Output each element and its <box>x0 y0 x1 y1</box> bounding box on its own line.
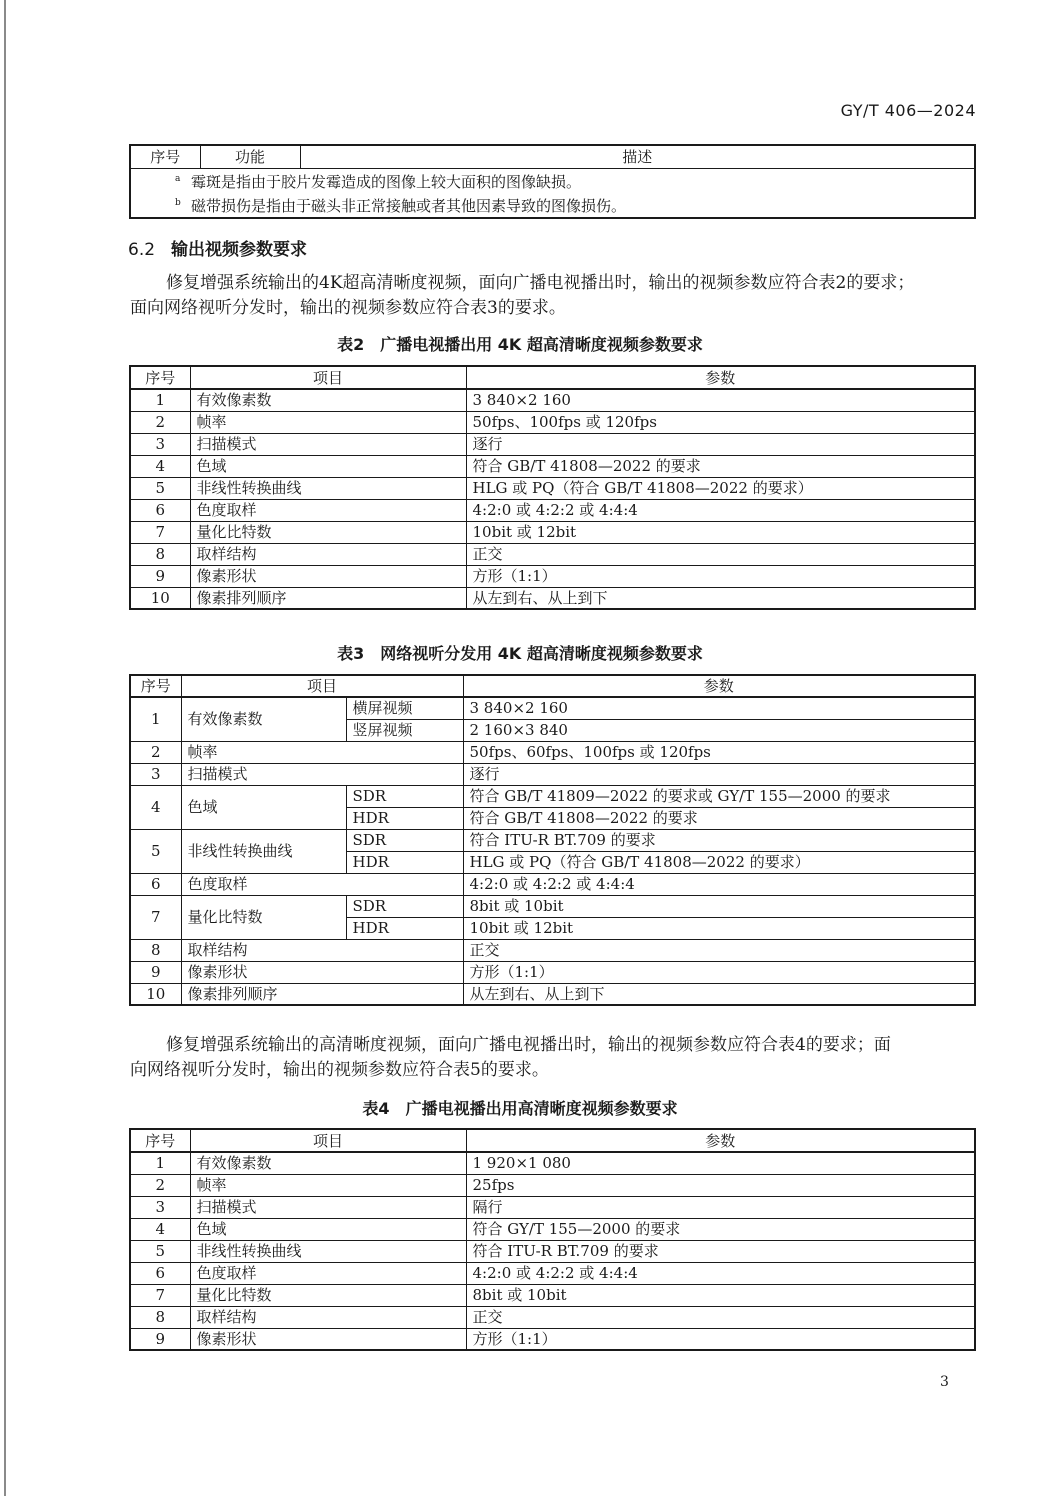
section-number: 6.2 <box>128 240 156 260</box>
sub-item-cell: HDR <box>346 917 463 939</box>
table-row <box>130 763 975 785</box>
value-cell: 符合 GY/T 155—2000 的要求 <box>466 1218 975 1240</box>
table2 <box>129 365 976 610</box>
table-row <box>130 499 975 521</box>
table-row <box>130 1152 975 1174</box>
value-cell: 50fps、100fps 或 120fps <box>466 411 975 433</box>
paragraph-line: 修复增强系统输出的高清晰度视频，面向广播电视播出时，输出的视频参数应符合表4的要求；面 <box>166 1035 891 1055</box>
value-cell: 符合 ITU-R BT.709 的要求 <box>463 829 975 851</box>
table-row <box>130 1240 975 1262</box>
value-cell: 从左到右、从上到下 <box>466 587 975 609</box>
footnote-a: a 霉斑是指由于胶片发霉造成的图像上较大面积的图像缺损。 <box>175 172 582 191</box>
header-cell: 项目 <box>190 366 466 389</box>
value-cell: 符合 GB/T 41809—2022 的要求或 GY/T 155—2000 的要求 <box>463 785 975 807</box>
item-cell: 像素形状 <box>190 1328 466 1350</box>
row-number: 7 <box>130 521 190 543</box>
row-number: 9 <box>130 565 190 587</box>
item-cell: 非线性转换曲线 <box>190 477 466 499</box>
paragraph-1 <box>130 271 978 321</box>
row-number: 8 <box>130 1306 190 1328</box>
sub-item-cell: HDR <box>346 851 463 873</box>
row-number: 3 <box>130 1196 190 1218</box>
row-number: 9 <box>130 961 181 983</box>
page-number: 3 <box>940 1374 949 1390</box>
sub-item-cell: SDR <box>346 785 463 807</box>
value-cell: 正交 <box>466 1306 975 1328</box>
value-cell: 10bit 或 12bit <box>463 917 975 939</box>
table-header-row <box>130 366 975 389</box>
row-number: 7 <box>130 895 181 939</box>
sub-item-cell: SDR <box>346 895 463 917</box>
value-cell: 10bit 或 12bit <box>466 521 975 543</box>
header-cell: 功能 <box>200 145 300 168</box>
item-cell: 色度取样 <box>190 499 466 521</box>
value-cell: 4:2:0 或 4:2:2 或 4:4:4 <box>466 1262 975 1284</box>
row-number: 2 <box>130 741 181 763</box>
table-header-row <box>130 675 975 697</box>
row-number: 6 <box>130 873 181 895</box>
item-cell: 色域 <box>181 785 346 829</box>
header-cell: 序号 <box>130 1129 190 1152</box>
row-number: 1 <box>130 389 190 411</box>
row-number: 5 <box>130 829 181 873</box>
item-cell: 帧率 <box>190 411 466 433</box>
item-cell: 非线性转换曲线 <box>190 1240 466 1262</box>
table2-caption: 表2 广播电视播出用 4K 超高清晰度视频参数要求 <box>337 335 703 354</box>
row-number: 1 <box>130 1152 190 1174</box>
header-cell: 项目 <box>181 675 463 697</box>
row-number: 4 <box>130 455 190 477</box>
row-number: 6 <box>130 499 190 521</box>
header-cell: 序号 <box>130 366 190 389</box>
section-title: 输出视频参数要求 <box>171 240 308 260</box>
table1-continued <box>129 144 976 219</box>
table3 <box>129 674 976 1006</box>
header-cell: 参数 <box>466 1129 975 1152</box>
value-cell: HLG 或 PQ（符合 GB/T 41808—2022 的要求） <box>463 851 975 873</box>
value-cell: 从左到右、从上到下 <box>463 983 975 1005</box>
value-cell: 逐行 <box>466 433 975 455</box>
value-cell: 方形（1:1） <box>463 961 975 983</box>
table-row <box>130 741 975 763</box>
row-number: 2 <box>130 1174 190 1196</box>
table-row <box>130 1196 975 1218</box>
value-cell: 方形（1:1） <box>466 565 975 587</box>
row-number: 8 <box>130 543 190 565</box>
table-row <box>130 1306 975 1328</box>
table-row <box>130 543 975 565</box>
table-row <box>130 455 975 477</box>
row-number: 4 <box>130 1218 190 1240</box>
item-cell: 色域 <box>190 1218 466 1240</box>
value-cell: 4:2:0 或 4:2:2 或 4:4:4 <box>466 499 975 521</box>
table-row <box>130 587 975 609</box>
table-row <box>130 411 975 433</box>
table-row <box>130 477 975 499</box>
table-row <box>130 895 975 917</box>
value-cell: 2 160×3 840 <box>463 719 975 741</box>
item-cell: 帧率 <box>190 1174 466 1196</box>
item-cell: 像素排列顺序 <box>181 983 463 1005</box>
item-cell: 有效像素数 <box>190 1152 466 1174</box>
table-row <box>130 697 975 719</box>
value-cell: 25fps <box>466 1174 975 1196</box>
document-code: GY/T 406—2024 <box>840 101 976 120</box>
table-row <box>130 1284 975 1306</box>
value-cell: HLG 或 PQ（符合 GB/T 41808—2022 的要求） <box>466 477 975 499</box>
table-row <box>130 1328 975 1350</box>
item-cell: 有效像素数 <box>181 697 346 741</box>
table-row <box>130 983 975 1005</box>
item-cell: 量化比特数 <box>181 895 346 939</box>
table-row <box>130 785 975 807</box>
paragraph-line: 修复增强系统输出的4K超高清晰度视频，面向广播电视播出时，输出的视频参数应符合表2的要求； <box>166 273 915 293</box>
header-cell: 序号 <box>130 675 181 697</box>
table-row <box>130 939 975 961</box>
footnote-b: b 磁带损伤是指由于磁头非正常接触或者其他因素导致的图像损伤。 <box>175 196 627 215</box>
table-row <box>130 433 975 455</box>
item-cell: 量化比特数 <box>190 1284 466 1306</box>
item-cell: 像素排列顺序 <box>190 587 466 609</box>
table4-caption: 表4 广播电视播出用高清晰度视频参数要求 <box>362 1099 678 1118</box>
table-row <box>130 1174 975 1196</box>
table-row <box>130 829 975 851</box>
paragraph-line: 面向网络视听分发时，输出的视频参数应符合表3的要求。 <box>130 298 566 318</box>
item-cell: 像素形状 <box>181 961 463 983</box>
table-row <box>130 1218 975 1240</box>
item-cell: 像素形状 <box>190 565 466 587</box>
value-cell: 正交 <box>463 939 975 961</box>
row-number: 3 <box>130 763 181 785</box>
row-number: 7 <box>130 1284 190 1306</box>
section-heading <box>128 235 307 260</box>
value-cell: 4:2:0 或 4:2:2 或 4:4:4 <box>463 873 975 895</box>
row-number: 10 <box>130 587 190 609</box>
value-cell: 8bit 或 10bit <box>466 1284 975 1306</box>
value-cell: 8bit 或 10bit <box>463 895 975 917</box>
row-number: 6 <box>130 1262 190 1284</box>
table-row <box>130 389 975 411</box>
row-number: 4 <box>130 785 181 829</box>
value-cell: 3 840×2 160 <box>463 697 975 719</box>
header-cell: 描述 <box>300 145 975 168</box>
header-cell: 项目 <box>190 1129 466 1152</box>
table-header-row <box>130 1129 975 1152</box>
header-cell: 参数 <box>466 366 975 389</box>
sub-item-cell: 横屏视频 <box>346 697 463 719</box>
item-cell: 取样结构 <box>190 543 466 565</box>
item-cell: 取样结构 <box>190 1306 466 1328</box>
value-cell: 符合 ITU-R BT.709 的要求 <box>466 1240 975 1262</box>
table-row <box>130 565 975 587</box>
row-number: 2 <box>130 411 190 433</box>
paragraph-2 <box>130 1033 978 1083</box>
item-cell: 非线性转换曲线 <box>181 829 346 873</box>
item-cell: 有效像素数 <box>190 389 466 411</box>
paragraph-line: 向网络视听分发时，输出的视频参数应符合表5的要求。 <box>130 1060 549 1080</box>
value-cell: 符合 GB/T 41808—2022 的要求 <box>463 807 975 829</box>
sub-item-cell: HDR <box>346 807 463 829</box>
value-cell: 50fps、60fps、100fps 或 120fps <box>463 741 975 763</box>
value-cell: 逐行 <box>463 763 975 785</box>
row-number: 1 <box>130 697 181 741</box>
table-row <box>130 521 975 543</box>
row-number: 8 <box>130 939 181 961</box>
value-cell: 3 840×2 160 <box>466 389 975 411</box>
row-number: 9 <box>130 1328 190 1350</box>
table4 <box>129 1128 976 1351</box>
table-header-row <box>130 145 975 168</box>
item-cell: 量化比特数 <box>190 521 466 543</box>
table-row <box>130 1262 975 1284</box>
table-row <box>130 961 975 983</box>
page-edge-line <box>4 0 6 1496</box>
value-cell: 正交 <box>466 543 975 565</box>
header-cell: 参数 <box>463 675 975 697</box>
item-cell: 色度取样 <box>181 873 463 895</box>
table-row <box>130 873 975 895</box>
table3-caption: 表3 网络视听分发用 4K 超高清晰度视频参数要求 <box>337 644 703 663</box>
value-cell: 符合 GB/T 41808—2022 的要求 <box>466 455 975 477</box>
sub-item-cell: 竖屏视频 <box>346 719 463 741</box>
value-cell: 1 920×1 080 <box>466 1152 975 1174</box>
value-cell: 方形（1:1） <box>466 1328 975 1350</box>
header-cell: 序号 <box>130 145 200 168</box>
row-number: 3 <box>130 433 190 455</box>
item-cell: 扫描模式 <box>190 433 466 455</box>
row-number: 10 <box>130 983 181 1005</box>
sub-item-cell: SDR <box>346 829 463 851</box>
item-cell: 帧率 <box>181 741 463 763</box>
item-cell: 扫描模式 <box>190 1196 466 1218</box>
item-cell: 色域 <box>190 455 466 477</box>
item-cell: 取样结构 <box>181 939 463 961</box>
value-cell: 隔行 <box>466 1196 975 1218</box>
row-number: 5 <box>130 477 190 499</box>
row-number: 5 <box>130 1240 190 1262</box>
table-notes <box>130 168 975 218</box>
item-cell: 扫描模式 <box>181 763 463 785</box>
item-cell: 色度取样 <box>190 1262 466 1284</box>
